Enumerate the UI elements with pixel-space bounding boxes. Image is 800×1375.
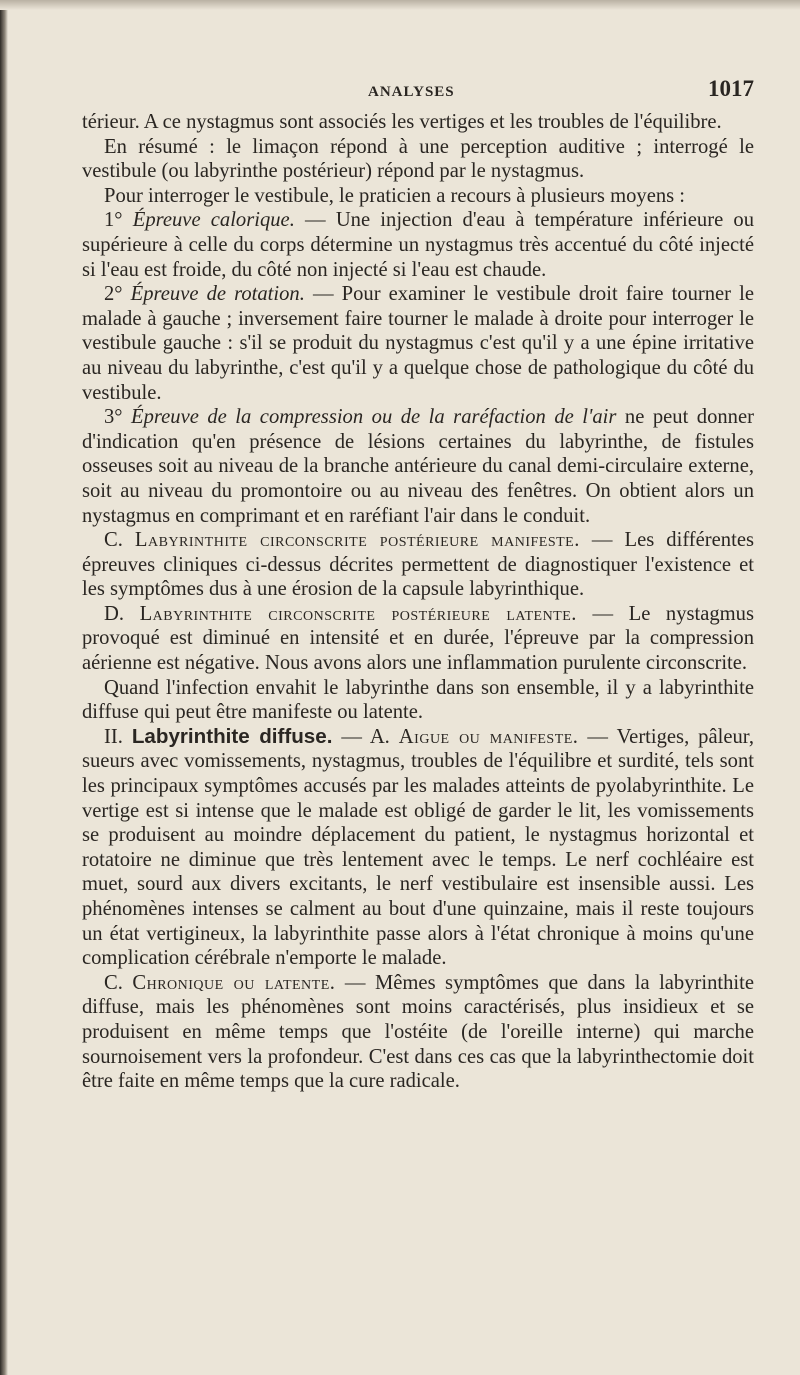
page [82, 76, 754, 1094]
item-number: 1° [104, 209, 133, 232]
scan-edge-top [0, 0, 800, 10]
section-label: C. [104, 529, 135, 552]
paragraph-section-d [82, 602, 754, 676]
item-text: ne peut donner d'indication qu'en présence de lésions certaines du labyrinthe, de fistules osseuses soit au niveau de la branche antérieure du canal demi-circulaire externe, soit au niveau du promontoire ou au niveau des fenêtres. On obtient alors un nystagmus en comprimant et en raréfiant l'air dans le conduit. [82, 406, 754, 527]
item-text: — Pour examiner le vestibule droit faire tourner le malade à gauche ; inversement faire tourner le malade à droite pour interroger le vestibule gauche : s'il se produit du nystagmus c'est qu'il y a une épine irritative au niveau du labyrinthe, c'est qu'il y a quelque chose de pathologique du côté du vestibule. [82, 283, 754, 404]
section-label: II. [104, 725, 132, 748]
page-number: 1017 [708, 76, 754, 101]
paragraph-methods-intro: Pour interroger le vestibule, le praticien a recours à plusieurs moyens : [104, 184, 686, 207]
paragraph-continuation: térieur. A ce nystagmus sont associés les vertiges et les troubles de l'équilibre. [82, 111, 722, 133]
subsection-title: Aigue ou manifeste. [398, 725, 579, 748]
paragraph-chronic [82, 971, 754, 1094]
paragraph-section-ii [82, 725, 754, 971]
paragraph-summary: En résumé : le limaçon répond à une perception auditive ; interrogé le vestibule (ou labyrinthe postérieur) répond par le nystagmus. [82, 135, 754, 183]
section-text: — Les différentes épreuves cliniques ci-dessus décrites permettent de diagnostiquer l'existence et les symptômes dus à une érosion de la capsule labyrinthique. [82, 529, 754, 601]
section-label: C. [104, 971, 133, 994]
item-text: — Une injection d'eau à température inférieure ou supérieure à celle du corps détermine un nystagmus très accentué du côté injecté si l'eau est froide, du côté non injecté si l'eau est chaude. [82, 209, 754, 281]
section-label: D. [104, 602, 140, 625]
paragraph-caloric-test [82, 208, 754, 282]
paragraph-compression-test [82, 405, 754, 528]
running-head [82, 76, 754, 110]
paragraph-diffuse-intro: Quand l'infection envahit le labyrinthe dans son ensemble, il y a labyrinthite diffuse qui peut être manifeste ou latente. [82, 676, 754, 724]
section-title: Chronique ou latente. [132, 971, 336, 994]
section-text: — Le nystagmus provoqué est diminué en intensité et en durée, l'épreuve par la compression aérienne est négative. Nous avons alors une inflammation purulente circonscrite. [82, 602, 754, 675]
section-title: Labyrinthite diffuse. [131, 724, 333, 748]
item-title: Épreuve de la compression ou de la raréfaction de l'air [131, 406, 617, 429]
body-text [82, 110, 754, 1094]
section-text: — Mêmes symptômes que dans la labyrinthite diffuse, mais les phénomènes sont moins caractérisés, plus insidieux et se produisent en même temps que l'ostéite (de l'oreille interne) qui marche sournoisement vers la profondeur. C'est dans ces cas que la labyrinthectomie doit être faite en même temps que la cure radicale. [82, 971, 755, 1093]
item-title: Épreuve calorique. [132, 209, 295, 232]
item-number: 3° [104, 406, 132, 429]
section-title: Labyrinthite circonscrite postérieure latente. [139, 602, 577, 625]
section-text: — Vertiges, pâleur, sueurs avec vomissements, nystagmus, troubles de l'équilibre et surdité, tels sont les principaux symptômes accusés par les malades atteints de pyolabyrinthite. Le vertige est si intense que le malade est obligé de garder le lit, les vomissements se produisent au moindre déplacement du patient, le nystagmus horizontal et rotatoire ne diminue que très lentement avec le temps. Le nerf cochléaire est muet, sourd aux divers excitants, le nerf vestibulaire est insensible aussi. Les phénomènes intenses se calment au bout d'une quinzaine, mais il reste toujours un état vertigineux, la labyrinthite passe alors à l'état chronique à moins qu'une complication cérébrale n'emporte le malade. [82, 725, 754, 970]
item-number: 2° [104, 283, 131, 306]
running-title: ANALYSES [368, 84, 455, 100]
section-separator: — A. [332, 725, 399, 748]
paragraph-rotation-test [82, 282, 754, 405]
section-title: Labyrinthite circonscrite postérieure manifeste. [134, 529, 580, 552]
scan-edge-left [0, 0, 8, 1375]
item-title: Épreuve de rotation. [130, 283, 305, 306]
paragraph-section-c [82, 528, 754, 602]
